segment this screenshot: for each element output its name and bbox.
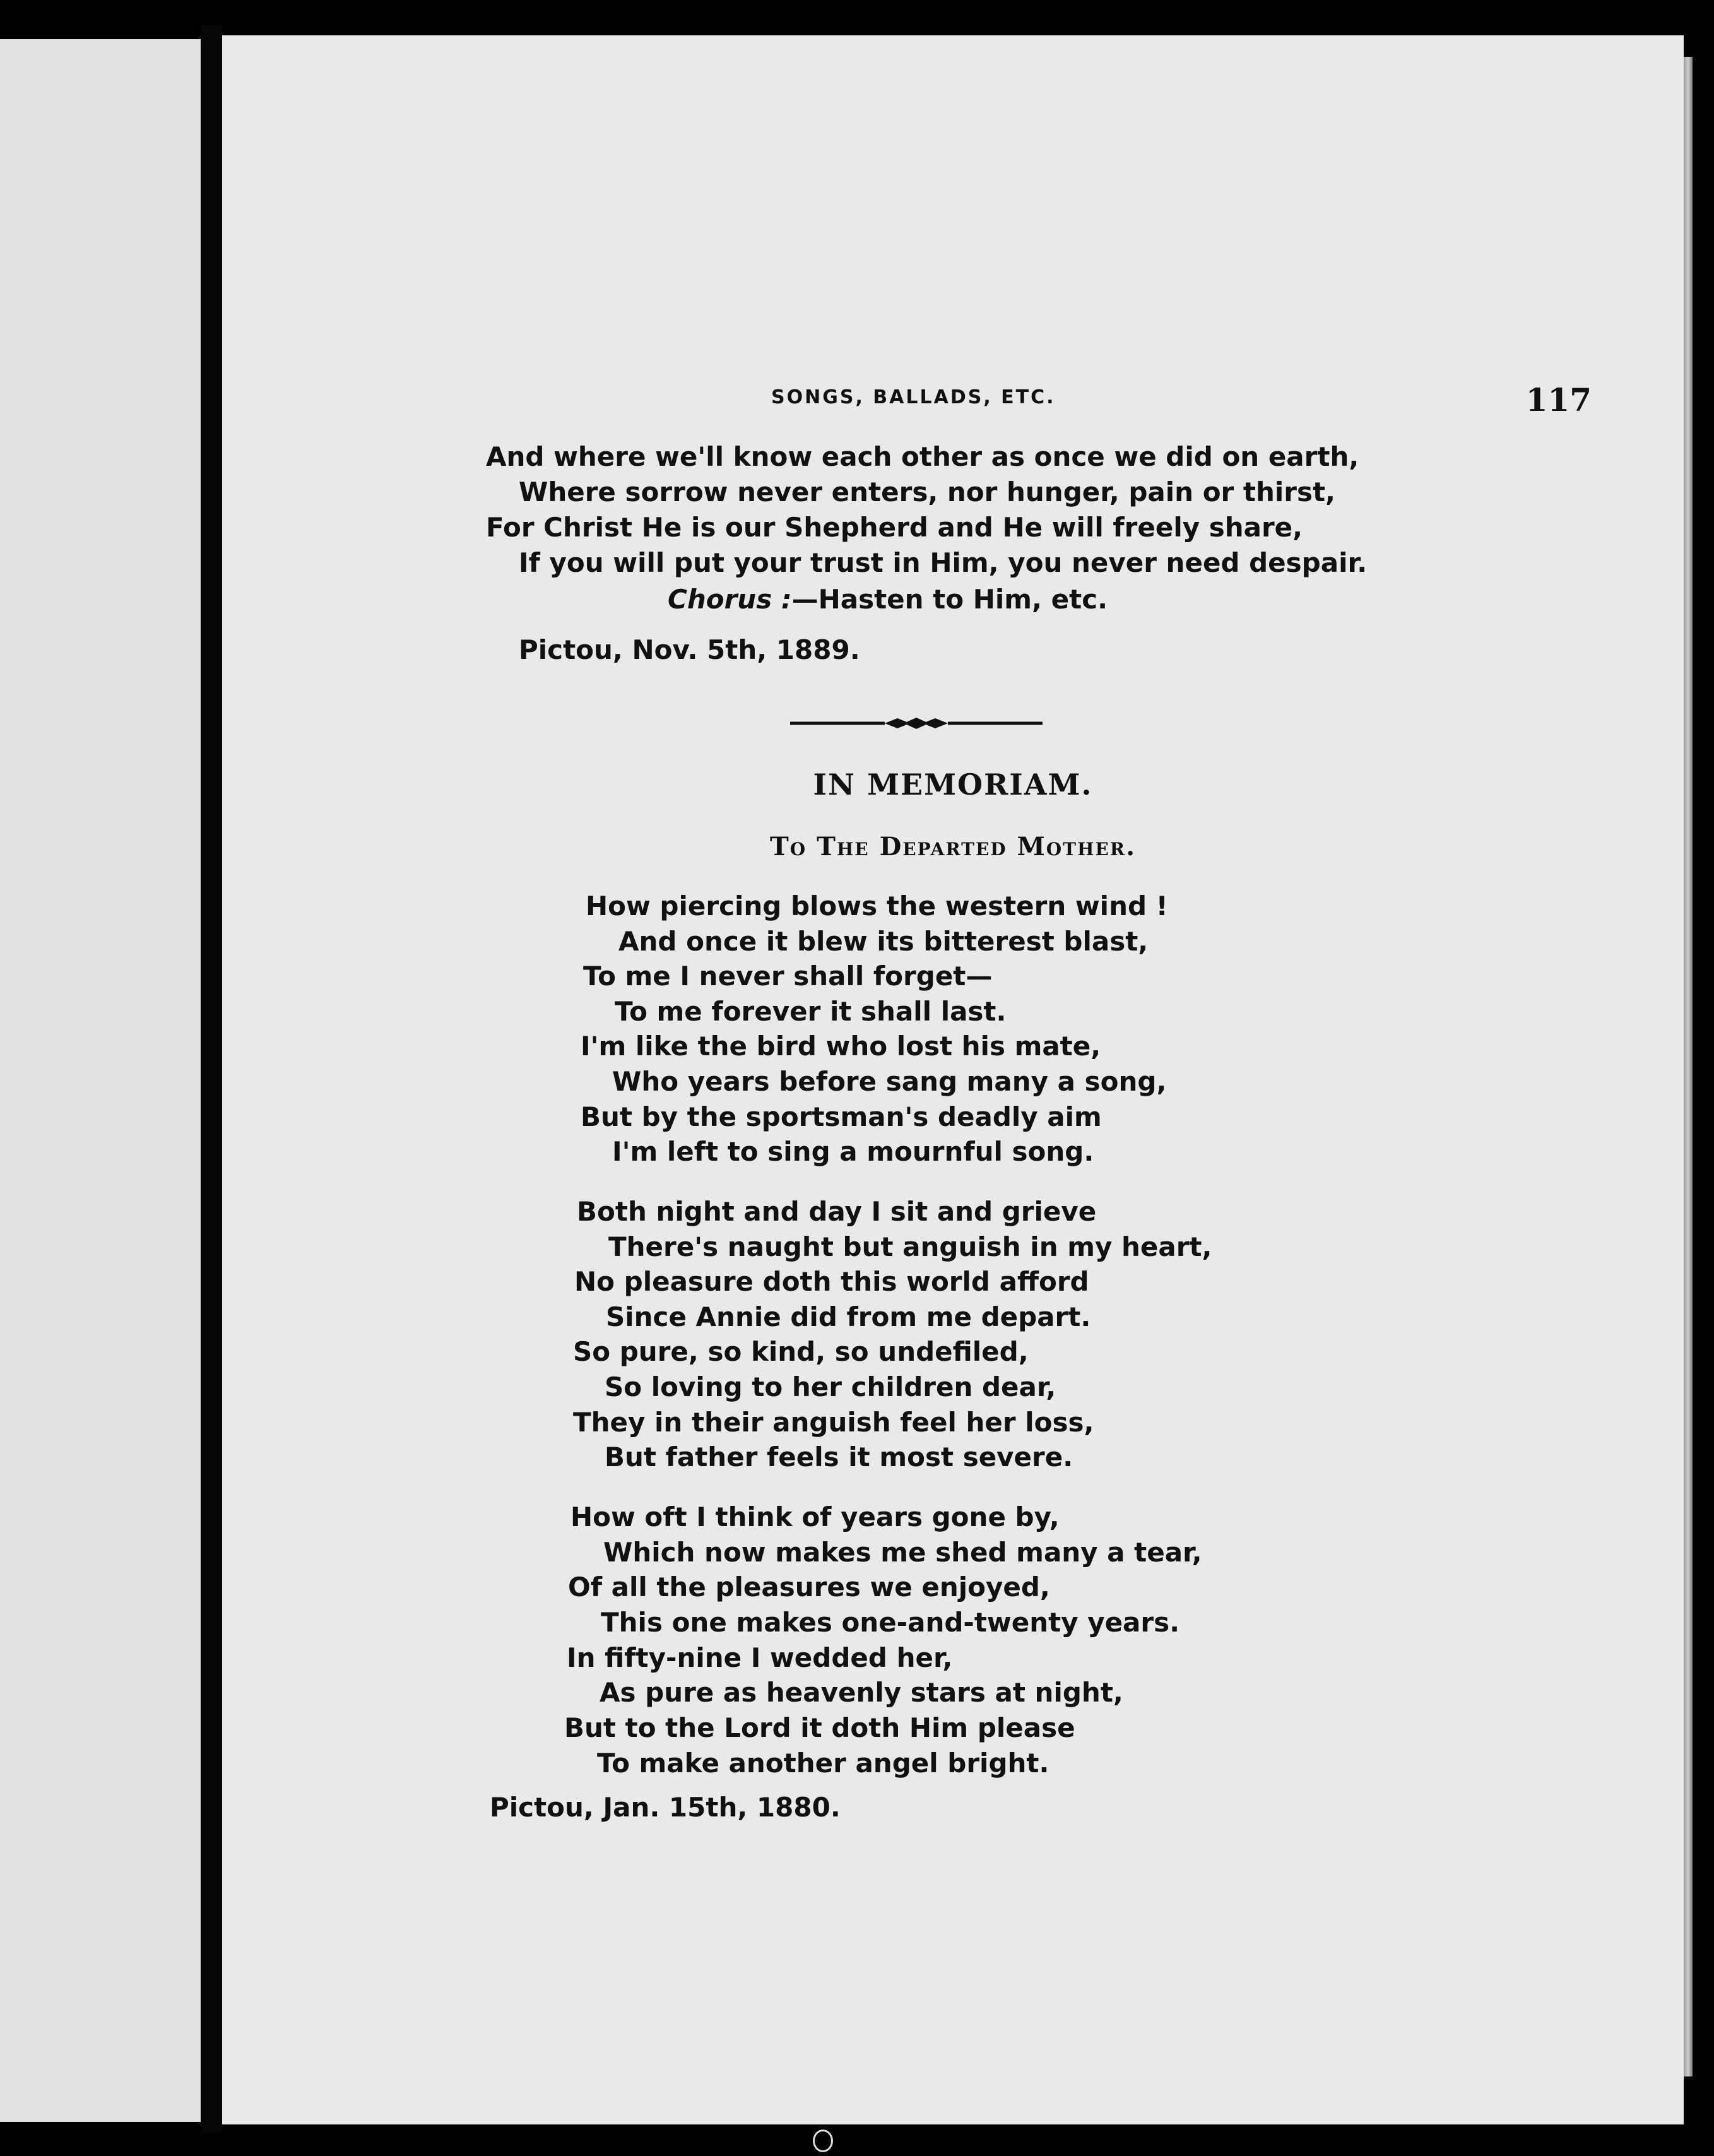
poem-line: And once it blew its bitterest blast, [618,926,1149,957]
page-header [771,381,1592,419]
poem-line: I'm like the bird who lost his mate, [581,1031,1101,1062]
poem-line: Who years before sang many a song, [612,1066,1167,1097]
chorus-label: Chorus : [668,584,792,615]
poem-line: How piercing blows the western wind ! [586,891,1168,921]
poem-line: To me forever it shall last. [615,996,1007,1027]
dateline: Pictou, Jan. 15th, 1880. [490,1792,841,1823]
scan-mark [813,2129,833,2152]
chorus-text: —Hasten to Him, etc. [791,584,1108,615]
poem-title: IN MEMORIAM. [813,767,1093,802]
page-content [222,35,1684,2124]
poem-line: As pure as heavenly stars at night, [600,1677,1123,1708]
poem-line: Where sorrow never enters, nor hunger, pain or thirst, [519,477,1336,507]
page-number: 117 [1525,381,1592,418]
poem-line: If you will put your trust in Him, you never need despair. [519,547,1368,578]
book-gutter [201,25,222,2133]
poem-line: No pleasure doth this world afford [574,1266,1089,1297]
poem-line: To make another angel bright. [597,1748,1049,1779]
poem-line: And where we'll know each other as once we did on earth, [486,441,1359,472]
poem-subtitle: To The Departed Mother. [770,832,1136,862]
book-page [222,35,1684,2124]
poem-line: How oft I think of years gone by, [570,1502,1060,1532]
poem-line: Of all the pleasures we enjoyed, [568,1572,1050,1602]
poem-line: In fifty-nine I wedded her, [567,1642,953,1673]
poem-line: This one makes one-and-twenty years. [601,1607,1180,1638]
poem-line: Since Annie did from me depart. [606,1301,1091,1332]
ornament-rule [790,717,1043,730]
chorus-line [668,582,1108,617]
poem-line: But to the Lord it doth Him please [564,1712,1075,1743]
facing-page-edge [0,39,201,2122]
poem-line: So loving to her children dear, [605,1371,1056,1402]
poem-line: But by the sportsman's deadly aim [581,1101,1102,1132]
poem-line: I'm left to sing a mournful song. [612,1136,1094,1167]
poem-line: Which now makes me shed many a tear, [603,1537,1202,1568]
poem-line: But father feels it most severe. [605,1442,1073,1472]
poem-line: Both night and day I sit and grieve [577,1196,1097,1227]
poem-line: To me I never shall forget— [583,961,993,992]
poem-line: So pure, so kind, so undefiled, [573,1336,1029,1367]
poem-line: There's naught but anguish in my heart, [608,1231,1212,1262]
dateline: Pictou, Nov. 5th, 1889. [519,634,860,665]
poem-line: For Christ He is our Shepherd and He will freely share, [486,512,1303,543]
running-title: SONGS, BALLADS, ETC. [771,386,1056,408]
page-edge [1684,57,1693,2076]
poem-line: They in their anguish feel her loss, [573,1407,1094,1438]
